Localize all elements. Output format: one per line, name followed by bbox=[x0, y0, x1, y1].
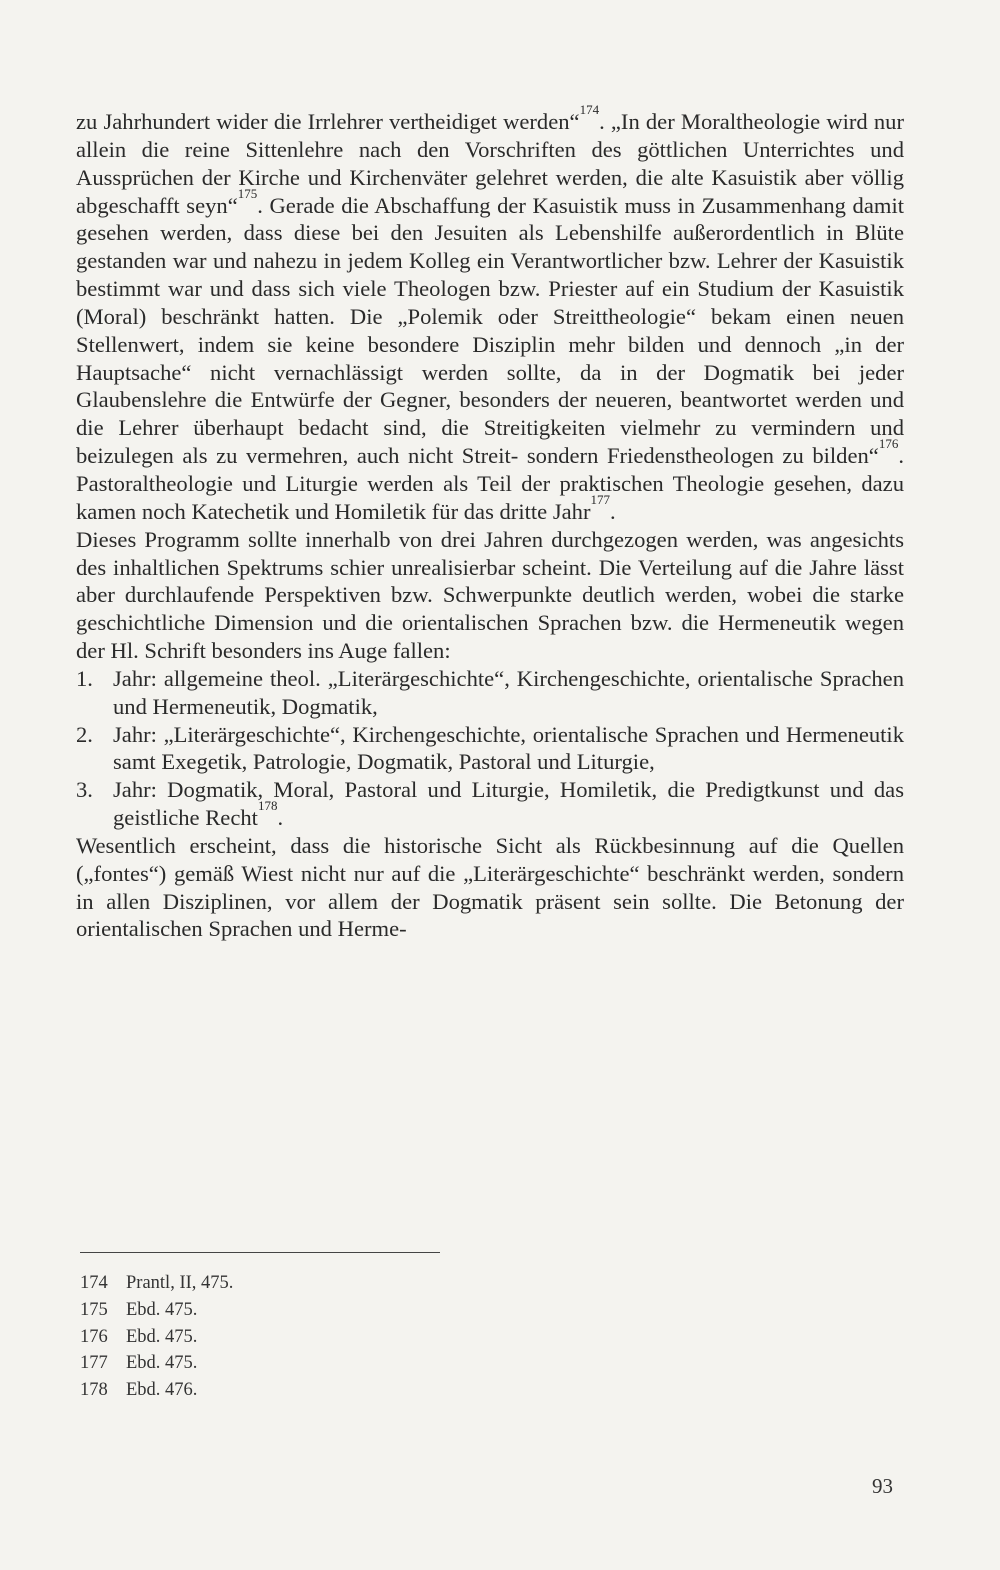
paragraph-1-part-b: . „In der Moraltheologie wird nur allein die reine Sittenlehre nach den Vorschriften des göttlichen Unterrichtes und Aussprüchen der Kirche und Kirchenväter gelehret werden, die alte Kasuistik aber völlig abgeschafft seyn“ bbox=[76, 109, 904, 218]
footnote-text: Ebd. 475. bbox=[126, 1353, 198, 1374]
list-text-tail: . bbox=[277, 805, 284, 831]
list-text: Jahr: allgemeine theol. „Literärgeschichte“, Kirchengeschichte, orientalische Sprachen und Hermeneutik, Dogmatik, bbox=[113, 665, 904, 719]
list-number: 1. bbox=[76, 665, 93, 691]
footnote-ref-177[interactable]: 177 bbox=[590, 491, 610, 507]
paragraph-1-part-e: . bbox=[609, 498, 616, 524]
list-number: 2. bbox=[76, 721, 93, 747]
footnote-number: 174 bbox=[80, 1273, 108, 1293]
list-text: Jahr: Dogmatik, Moral, Pastoral und Liturgie, Homiletik, die Predigtkunst und das geistliche Recht bbox=[113, 777, 904, 831]
paragraph-2: Dieses Programm sollte innerhalb von drei Jahren durchgezogen werden, was angesichts des inhaltlichen Spektrums schier unrealisierbar scheint. Die Verteilung auf die Jahre lässt aber durchlaufende Perspektiven bzw. Schwerpunkte deutlich werden, wobei die starke geschichtliche Dimension und die orientalischen Sprachen bzw. die Hermeneutik wegen der Hl. Schrift besonders ins Auge fallen: bbox=[76, 526, 904, 664]
footnote-178 bbox=[80, 1377, 580, 1404]
footnote-divider bbox=[80, 1252, 440, 1253]
list-item-year-2 bbox=[76, 721, 904, 777]
paragraph-1 bbox=[76, 102, 904, 526]
main-text bbox=[76, 102, 904, 943]
paragraph-1-part-d: . Pastoraltheologie und Liturgie werden als Teil der praktischen Theologie gesehen, dazu kamen noch Katechetik und Homiletik für das dritte Jahr bbox=[76, 443, 904, 524]
footnote-text: Ebd. 475. bbox=[126, 1326, 198, 1347]
footnote-ref-178[interactable]: 178 bbox=[257, 798, 278, 814]
paragraph-1-part-c: . Gerade die Abschaffung der Kasuistik muss in Zusammenhang damit gesehen werden, dass diese bei den Jesuiten als Lebenshilfe außerordentlich in Blüte gestanden war und nahezu in jedem Kolleg ein Verantwortlicher bzw. Lehrer der Kasuistik bestimmt war und dass sich viele Theologen bzw. Priester auf ein Studium der Kasuistik (Moral) beschränkt hatten. Die „Polemik oder Streittheologie“ bekam einen neuen Stellenwert, indem sie keine besondere Disziplin mehr bilden und dennoch „in der Hauptsache“ nicht vernachlässigt werden sollte, da in der Dogmatik bei jeder Glaubenslehre die Entwürfe der Gegner, besonders der neueren, beantwortet werden und die Lehrer überhaupt bedacht sind, die Streitigkeiten vielmehr zu vermindern und beizulegen als zu vermehren, auch nicht Streit- sondern Friedenstheologen zu bilden“ bbox=[76, 192, 904, 469]
footnote-text: Ebd. 476. bbox=[126, 1380, 198, 1401]
list-item-year-1 bbox=[76, 665, 904, 721]
list-text-wrap bbox=[113, 776, 904, 832]
paragraph-1-part-a: zu Jahrhundert wider die Irrlehrer vertheidiget werden“ bbox=[76, 109, 580, 134]
footnote-number: 177 bbox=[80, 1353, 108, 1374]
footnote-175 bbox=[80, 1297, 580, 1324]
footnote-number: 176 bbox=[80, 1326, 108, 1347]
footnote-number: 175 bbox=[80, 1299, 108, 1320]
list-item-year-3 bbox=[76, 776, 904, 832]
footnote-ref-175[interactable]: 175 bbox=[237, 185, 258, 201]
footnote-text: Prantl, II, 475. bbox=[126, 1273, 234, 1293]
paragraph-3: Wesentlich erscheint, dass die historische Sicht als Rückbesinnung auf die Quellen („fontes“) gemäß Wiest nicht nur auf die „Literärgeschichte“ beschränkt werden, sondern in allen Disziplinen, vor allem der Dogmatik präsent sein sollte. Die Betonung der orientalischen Sprachen und Herme- bbox=[76, 832, 904, 942]
footnote-176 bbox=[80, 1324, 580, 1351]
footnote-ref-176[interactable]: 176 bbox=[878, 436, 899, 452]
footnote-ref-174[interactable]: 174 bbox=[579, 102, 600, 117]
page-number: 93 bbox=[872, 1474, 893, 1498]
footnote-text: Ebd. 475. bbox=[126, 1299, 198, 1320]
footnotes bbox=[80, 1270, 580, 1404]
footnote-177 bbox=[80, 1350, 580, 1377]
list-text: Jahr: „Literärgeschichte“, Kirchengeschichte, orientalische Sprachen und Hermeneutik samt Exegetik, Patrologie, Dogmatik, Pastoral und Liturgie, bbox=[113, 721, 904, 775]
page-body bbox=[76, 102, 904, 943]
list-number: 3. bbox=[76, 777, 93, 803]
footnote-number: 178 bbox=[80, 1380, 108, 1401]
footnote-174 bbox=[80, 1270, 580, 1297]
